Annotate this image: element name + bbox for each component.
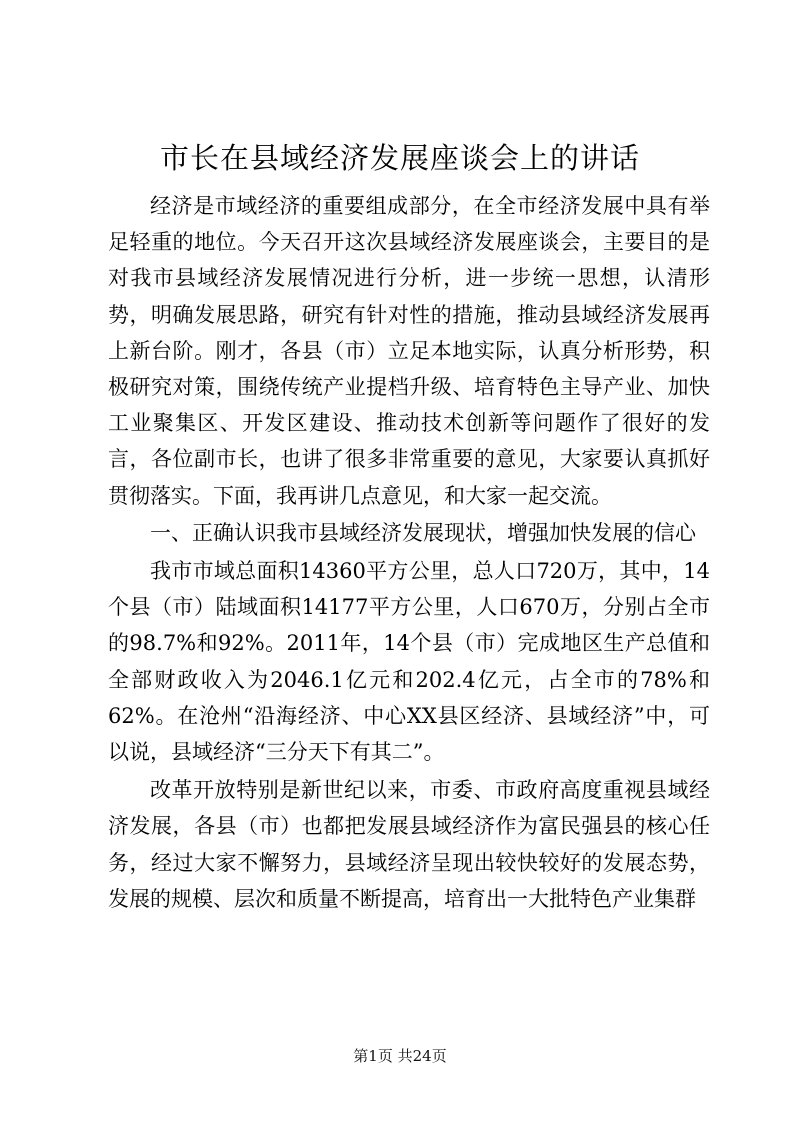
page-footer: 第1页 共24页 [353, 1047, 447, 1065]
document-title: 市长在县域经济发展座谈会上的讲话 [159, 141, 640, 175]
paragraph-status: 我市市域总面积14360平方公里，总人口720万，其中，14个县（市）陆域面积14177平方公里，人口670万，分别占全市的98.7%和92%。2011年，14个县（市）完成地区生产总值和全部财政收入为2046.1亿元和202.4亿元，占全市的78%和62%。在沧州“沿海经济、中心XX县区经济、县域经济”中，可以说，县域经济“三分天下有其二”。 [108, 559, 710, 765]
paragraph-intro: 经济是市域经济的重要组成部分，在全市经济发展中具有举足轻重的地位。今天召开这次县域经济发展座谈会，主要目的是对我市县域经济发展情况进行分析，进一步统一思想，认清形势，明确发展思路，研究有针对性的措施，推动县域经济发展再上新台阶。刚才，各县（市）立足本地实际，认真分析形势，积极研究对策，围绕传统产业提档升级、培育特色主导产业、加快工业聚集区、开发区建设、推动技术创新等问题作了很好的发言，各位副市长，也讲了很多非常重要的意见，大家要认真抓好贯彻落实。下面，我再讲几点意见，和大家一起交流。 [108, 194, 710, 508]
document-body [108, 188, 710, 917]
section-heading-1: 一、正确认识我市县域经济发展现状，增强加快发展的信心 [150, 520, 696, 545]
paragraph-reform: 改革开放特别是新世纪以来，市委、市政府高度重视县域经济发展，各县（市）也都把发展县域经济作为富民强县的核心任务，经过大家不懈努力，县域经济呈现出较快较好的发展态势，发展的规模、层次和质量不断提高，培育出一大批特色产业集群 [108, 778, 710, 911]
